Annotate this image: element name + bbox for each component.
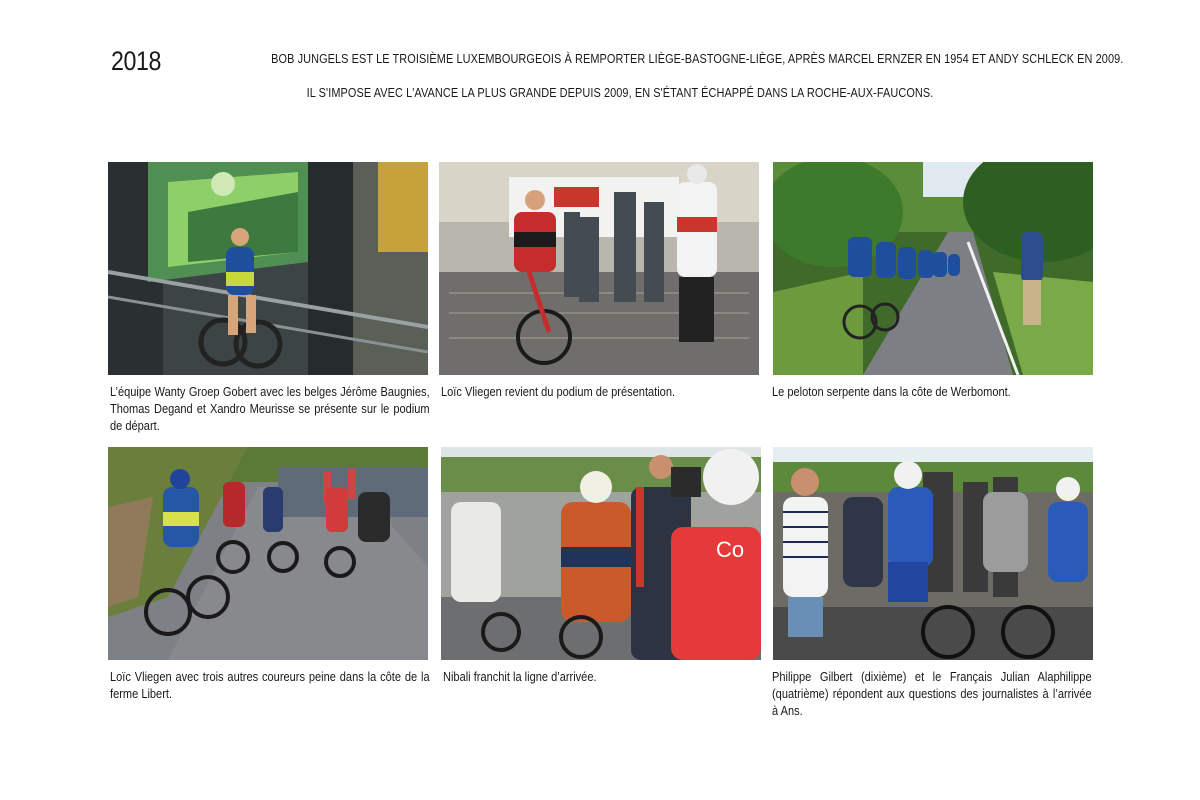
caption-podium-start: L’équipe Wanty Groep Gobert avec les belges Jérôme Baugnies, Thomas Degand et Xandro Meurisse se présente sur le podium de départ.	[110, 384, 430, 433]
year-heading: 2018	[111, 46, 161, 76]
photo-journalists-ans	[773, 447, 1093, 660]
photo-podium-start	[108, 162, 428, 375]
caption-climb-ferme-libert: Loïc Vliegen avec trois autres coureurs peine dans la côte de la ferme Libert.	[110, 669, 430, 701]
photo-nibali-finish	[441, 447, 761, 660]
caption-journalists-ans: Philippe Gilbert (dixième) et le Français Julian Alaphilippe (quatrième) répondent aux questions des journalistes à l’arrivée à Ans.	[772, 669, 1092, 718]
svg-text:Co: Co	[716, 537, 745, 562]
photo-climb-ferme-libert	[108, 447, 428, 660]
intro-line-1: BOB JUNGELS EST LE TROISIÈME LUXEMBOURGEOIS À REMPORTER LIÈGE-BASTOGNE-LIÈGE, APRÈS MARCEL ERNZER EN 1954 ET ANDY SCHLECK EN 2009.	[271, 51, 1124, 66]
photo-rider-returning	[439, 162, 759, 375]
photo-peloton-werbomont	[773, 162, 1093, 375]
caption-peloton-werbomont: Le peloton serpente dans la côte de Werbomont.	[772, 384, 1011, 399]
caption-nibali-finish: Nibali franchit la ligne d’arrivée.	[443, 669, 597, 684]
caption-rider-returning: Loïc Vliegen revient du podium de présentation.	[441, 384, 676, 399]
intro-line-2: IL S'IMPOSE AVEC L'AVANCE LA PLUS GRANDE DEPUIS 2009, EN S'ÉTANT ÉCHAPPÉ DANS LA ROCHE-AUX-FAUCONS.	[306, 85, 934, 100]
